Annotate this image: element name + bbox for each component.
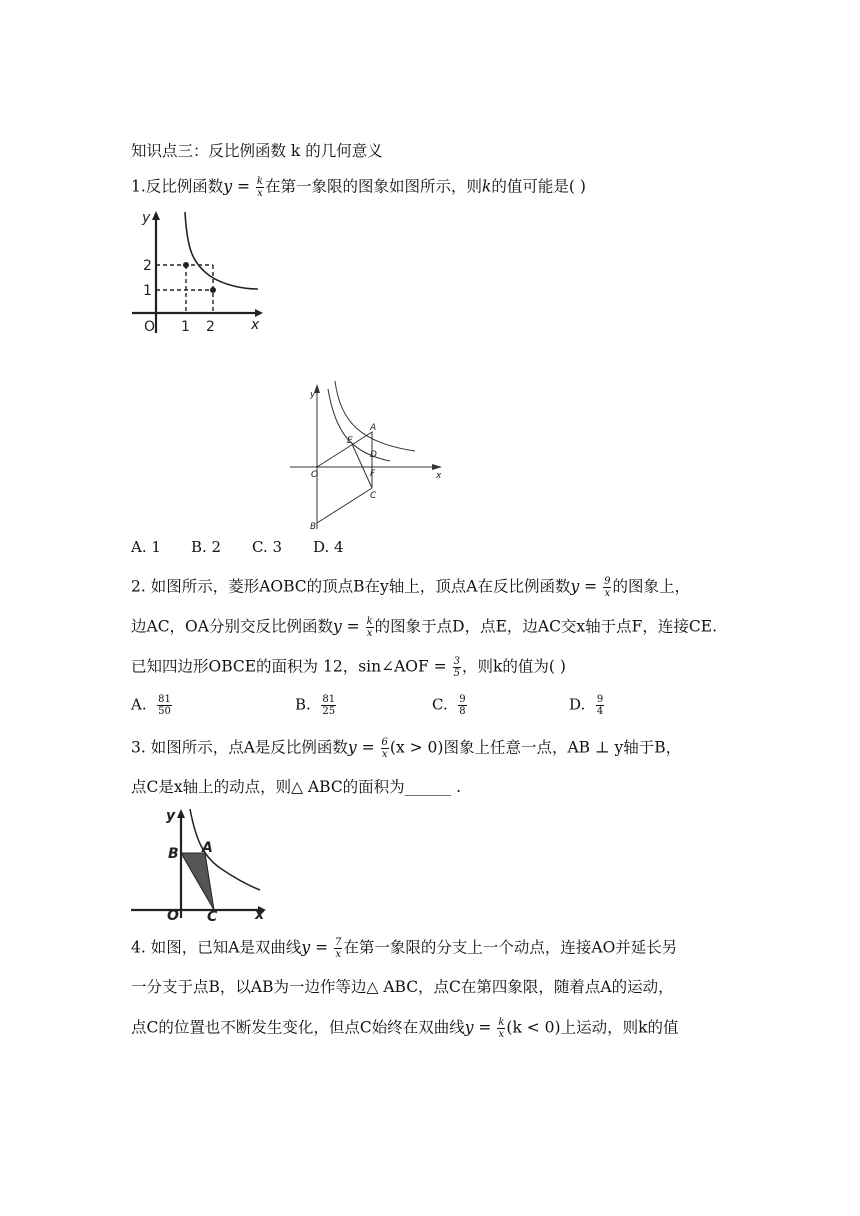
fraction-k-over-x: $\frac{k}{x}$ [366, 616, 373, 639]
q3-line1-text-b: (x > 0)图象上任意一点，AB ⊥ y轴于B， [389, 738, 682, 757]
y-axis-arrow-icon [152, 211, 160, 220]
q4-line3-text-a: 点C的位置也不断发生变化，但点C始终在双曲线 [131, 1018, 465, 1037]
q2-option-b: B. $\frac{81}{25}$ [295, 694, 336, 717]
question-4-line-2: 一分支于点B，以AB为一边作等边△ ABC，点C在第四象限，随着点A的运动， [131, 978, 674, 996]
y-tick-2: 2 [143, 258, 152, 274]
x-axis-arrow-icon [432, 464, 442, 470]
q1-text-b: 在第一象限的图象如图所示，则 [264, 177, 482, 196]
q2-option-a: A. $\frac{81}{50}$ [131, 694, 171, 717]
q1-option-b: B. 2 [191, 538, 222, 556]
q2-line2-text-b: 的图象于点D，点E，边AC交x轴于点F，连接CE. [374, 617, 718, 636]
question-4-line-3 [131, 1017, 679, 1040]
x-tick-2: 2 [206, 319, 215, 335]
fraction-k-over-x: $\frac{k}{x}$ [498, 1017, 505, 1040]
q1-option-a: A. 1 [131, 538, 161, 556]
origin-label: O [167, 908, 179, 924]
formula-lhs: y = [570, 577, 603, 596]
label-C: C [370, 491, 377, 501]
q1-text-c: 的值可能是( ) [491, 177, 586, 196]
point-2-1 [211, 288, 216, 293]
question-4-line-1 [131, 937, 677, 960]
question-3-graph [128, 806, 268, 925]
q2-line1-text: 2. 如图所示，菱形AOBC的顶点B在y轴上，顶点A在反比例函数 [131, 577, 571, 596]
curve-y-k-over-x [328, 389, 390, 461]
q2-line2-text-a: 边AC，OA分别交反比例函数 [131, 617, 333, 636]
q2-line3-text-b: ，则k的值为( ) [461, 657, 566, 676]
y-axis-label: y [166, 808, 176, 824]
label-C: C [207, 909, 218, 925]
x-axis-arrow-icon [255, 309, 263, 317]
q4-line1-text-b: 在第一象限的分支上一个动点，连接AO并延长另 [343, 938, 678, 957]
x-axis-label: x [251, 317, 260, 333]
label-x: x [436, 471, 442, 481]
label-A: A [202, 840, 213, 856]
label-A: A [370, 423, 377, 433]
point-1-2 [184, 263, 189, 268]
question-2-line-2 [131, 616, 717, 639]
hyperbola-curve [185, 212, 258, 289]
label-B: B [310, 522, 317, 532]
label-D: D [370, 450, 377, 460]
q1-option-c: C. 3 [252, 538, 283, 556]
formula-lhs: y = [347, 738, 380, 757]
x-axis-label: x [255, 907, 265, 923]
section-title: 知识点三：反比例函数 k 的几何意义 [131, 142, 383, 160]
x-tick-1: 1 [181, 319, 190, 335]
formula-lhs: y = [301, 938, 334, 957]
q1-option-d: D. 4 [313, 538, 344, 556]
var-k: k [482, 177, 492, 196]
q2-option-c: C. $\frac{9}{8}$ [432, 694, 466, 717]
label-E: E [347, 436, 353, 446]
formula-lhs: y = [223, 177, 255, 196]
question-2-line-1 [131, 576, 690, 599]
q3-line1-text-a: 3. 如图所示，点A是反比例函数 [131, 738, 348, 757]
question-1-graph [130, 208, 265, 338]
origin-label: O [144, 319, 156, 335]
formula-lhs: y = [332, 617, 365, 636]
fraction-6-over-x: $\frac{6}{x}$ [381, 737, 388, 760]
y-tick-1: 1 [143, 283, 152, 299]
q4-line1-text-a: 4. 如图，已知A是双曲线 [131, 938, 302, 957]
rhombus-AOBC [317, 432, 372, 523]
q1-text-a: 反比例函数 [145, 177, 224, 196]
q2-line3-text-a: 已知四边形OBCE的面积为 12，sin∠AOF = [131, 657, 452, 676]
q2-option-d: D. $\frac{9}{4}$ [569, 694, 604, 717]
fraction-3-over-5: $\frac{3}{5}$ [453, 656, 460, 679]
y-axis-label: y [142, 210, 151, 226]
fraction-9-over-x: $\frac{9}{x}$ [604, 576, 611, 599]
y-axis-arrow-icon [177, 809, 185, 818]
question-2-line-3 [131, 656, 566, 679]
label-B: B [168, 846, 179, 862]
question-3-line-2: 点C是x轴上的动点，则△ ABC的面积为______ . [131, 778, 462, 796]
formula-lhs: y = [464, 1018, 497, 1037]
label-O: O [311, 470, 319, 480]
fraction-7-over-x: $\frac{7}{x}$ [335, 937, 342, 960]
question-3-line-1 [131, 737, 681, 760]
question-number: 1. [131, 177, 146, 196]
question-1-stem [131, 176, 586, 199]
triangle-ABC [181, 853, 214, 910]
q4-line3-text-b: (k < 0)上运动，则k的值 [506, 1018, 679, 1037]
question-2-figure [290, 381, 445, 531]
label-F: F [370, 469, 376, 479]
label-y: y [310, 390, 316, 400]
q2-line1-tail: 的图象上， [612, 577, 690, 596]
fraction-k-over-x: $\frac{k}{x}$ [256, 176, 263, 199]
